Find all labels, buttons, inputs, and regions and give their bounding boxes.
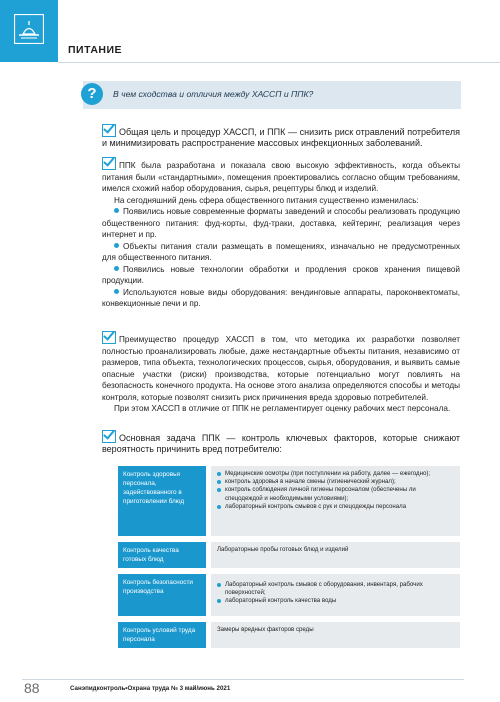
bullet-icon	[114, 208, 119, 213]
question-icon: ?	[81, 83, 103, 105]
paragraph-block-3	[102, 331, 460, 415]
section-tab	[0, 0, 58, 62]
table-row-label: Контроль безопасности производства	[118, 574, 206, 616]
table-row	[118, 542, 460, 568]
table-row-label: Контроль качества готовых блюд	[118, 542, 206, 568]
table-row	[118, 622, 460, 648]
paragraph-goal: Общая цель и процедур ХАССП, и ППК — снизить риск отравлений потребителя и минимизировать распространение массовых инфекционных заболеваний.	[102, 127, 460, 149]
bullet-icon	[217, 472, 221, 476]
table-item: Медицинские осмотры (при поступлении на работу, далее — ежегодно);	[225, 470, 431, 477]
bullet-icon	[114, 266, 119, 271]
footer-divider	[22, 679, 464, 680]
checkbox-icon	[102, 331, 116, 344]
bullet-icon	[217, 583, 221, 587]
table-item: лабораторный контроль качества воды	[225, 597, 337, 605]
bullet-item: Используются новые виды оборудования: вендинговые аппараты, пароконвектоматы, конвекционные печи и пр.	[102, 287, 460, 308]
bullet-icon	[217, 480, 221, 484]
checkbox-icon	[102, 157, 116, 170]
paragraph-ppk-history: ППК была разработана и показала свою высокую эффективность, когда объекты питания были «стандартными», помещения проектировались согласно общим требованиям, имелся схожий набор оборудования, сырья, рецептуры блюд и изделий.	[102, 161, 460, 193]
paragraph-block-4	[102, 430, 460, 455]
paragraph-haccp-note: При этом ХАССП в отличие от ППК не регламентирует оценку рабочих мест персонала.	[114, 404, 451, 413]
table-row-label: Контроль условий труда персонала	[118, 622, 206, 648]
table-item: лабораторный контроль смывов с рук и спецодежды персонала	[225, 502, 407, 510]
journal-issue: Санэпидконтроль•Охрана труда № 3 май/июнь 2021	[70, 685, 231, 692]
paragraph-changes-intro: На сегодняшний день сфера общественного питания существенно изменилась:	[114, 195, 419, 205]
table-row-content: Лабораторные пробы готовых блюд и изделий	[211, 542, 460, 568]
bullet-icon	[217, 505, 221, 509]
table-item: контроль здоровья в начале смены (гигиенический журнал);	[225, 478, 396, 486]
checkbox-icon	[102, 430, 116, 443]
table-row	[118, 466, 460, 536]
paragraph-block-1	[102, 124, 460, 149]
bullet-icon	[217, 599, 221, 603]
page-number: 88	[24, 680, 40, 696]
question-text: В чем сходства и отличия между ХАССП и ППК?	[113, 89, 314, 99]
paragraph-block-2	[102, 157, 460, 310]
paragraph-ppk-task: Основная задача ППК — контроль ключевых факторов, которые снижают вероятность причинить вред потребителю:	[102, 433, 460, 455]
question-box	[83, 81, 461, 109]
bullet-icon	[114, 289, 119, 294]
section-title: ПИТАНИЕ	[68, 44, 123, 56]
table-item: контроль соблюдения личной гигиены персоналом (обеспечены ли спецодеждой и необходимыми условиями);	[225, 486, 416, 502]
table-item: Лабораторный контроль смывов с оборудования, инвентаря, рабочих поверхностей;	[225, 581, 423, 597]
dish-service-icon	[14, 14, 44, 44]
paragraph-haccp-advantage: Преимущество процедур ХАССП в том, что методика их разработки позволяет полностью проанализировать любые, даже нестандартные объекты питания, независимо от размеров, типа объекта, технологических процессов, сырья, оборудования, и выявить самые опасные участки (риски) производства, которые потенциально могут повлиять на безопасность конечного продукта. На основе этого анализа определяются способы и методы контроля, которые позволят снизить риск причинения вреда здоровью потребителей.	[102, 335, 460, 402]
table-row-content: Замеры вредных факторов среды	[211, 622, 460, 648]
bullet-icon	[114, 243, 119, 248]
table-row-label: Контроль здоровья персонала, задействованного в приготовлении блюд	[118, 466, 206, 536]
bullet-icon	[217, 488, 221, 492]
bullet-item: Появились новые современные форматы заведений и способы реализовать продукцию общественного питания: фуд-корты, фуд-траки, доставка, кейтеринг, реализация через интернет и пр.	[102, 207, 460, 239]
header-divider	[58, 62, 500, 63]
table-row-content	[211, 466, 460, 536]
table-row	[118, 574, 460, 616]
checkbox-icon	[102, 124, 116, 137]
table-row-content	[211, 574, 460, 616]
bullet-item: Объекты питания стали размещать в помещениях, изначально не предусмотренных для общественного питания.	[102, 241, 460, 262]
bullet-item: Появились новые технологии обработки и продления сроков хранения пищевой продукции.	[102, 264, 460, 285]
